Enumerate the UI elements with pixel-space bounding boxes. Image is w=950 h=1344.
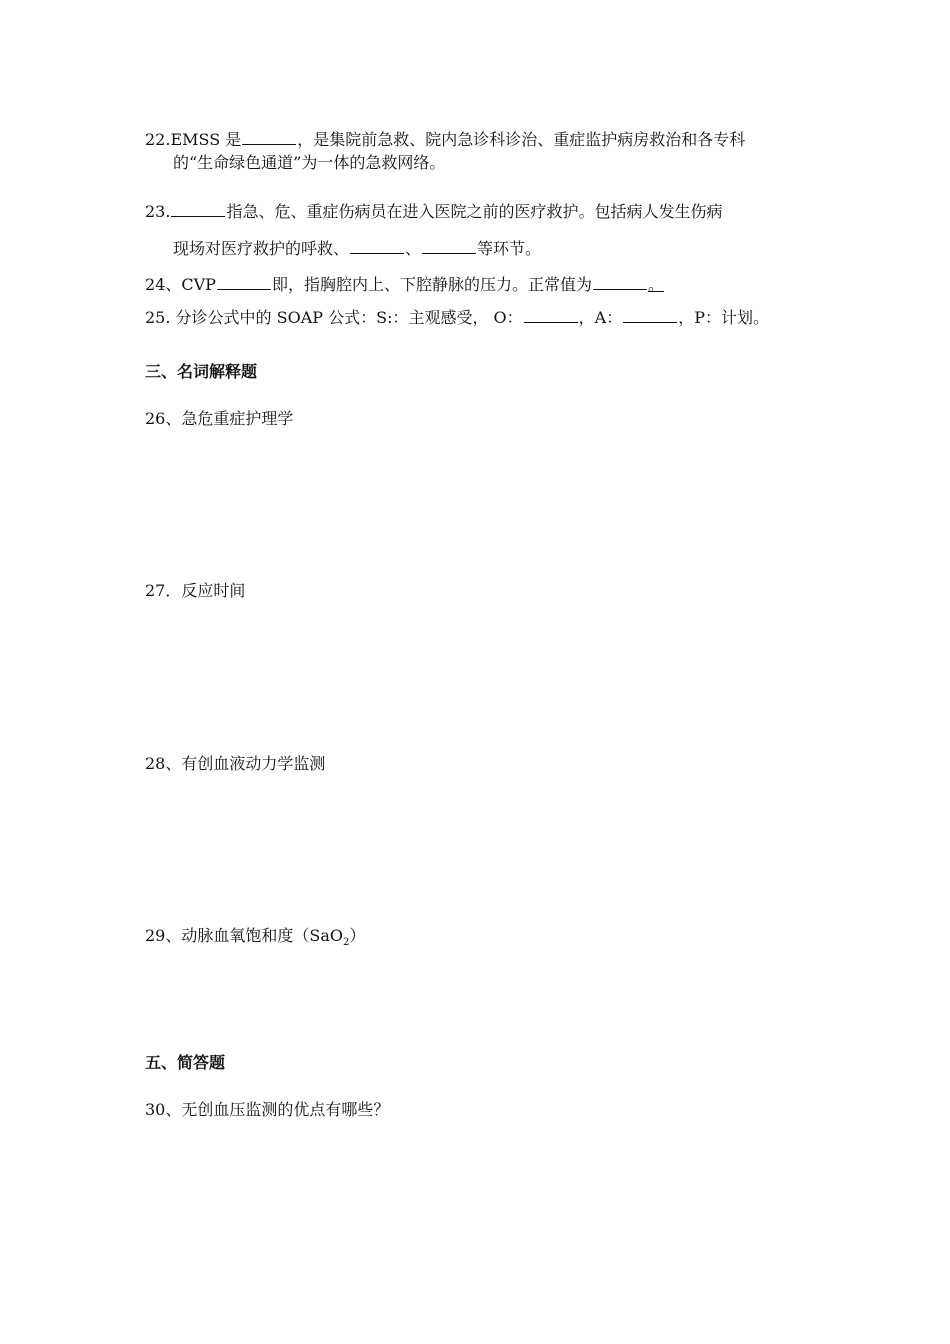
question-24-text-a: 24、CVP (145, 275, 216, 294)
question-25-line (145, 306, 769, 328)
question-27: 27．反应时间 (145, 581, 246, 600)
question-23-line-2 (173, 237, 541, 259)
question-23-text-a: 23. (145, 202, 171, 221)
question-23-text-b: 指急、危、重症伤病员在进入医院之前的医疗救护。包括病人发生伤病 (226, 202, 723, 221)
question-30: 30、无创血压监测的优点有哪些？ (145, 1100, 390, 1119)
question-29-text: 29、动脉血氧饱和度（SaO (145, 926, 343, 945)
question-22-text-c: 的“生命绿色通道”为一体的急救网络。 (173, 153, 446, 172)
question-25-text-b: ，A： (578, 308, 623, 327)
question-23-line-1 (145, 200, 722, 222)
answer-blank (242, 128, 296, 145)
question-25-text-a: 25. 分诊公式中的 SOAP 公式：S:：主观感受， O： (145, 308, 523, 327)
question-22-line-1 (145, 128, 745, 150)
question-29-subscript: 2 (342, 937, 350, 949)
section-definitions-heading: 三、名词解释题 (145, 362, 258, 381)
question-23-text-c: 现场对医疗救护的呼救、 (173, 239, 350, 258)
answer-blank (350, 237, 404, 254)
answer-blank (171, 200, 225, 217)
question-28: 28、有创血液动力学监测 (145, 754, 326, 773)
question-22-text-a: 22.EMSS 是 (145, 130, 242, 149)
question-23-text-d: 、 (405, 239, 422, 258)
section-short-answer-heading: 五、简答题 (145, 1053, 226, 1072)
answer-blank (217, 273, 271, 290)
question-24-line (145, 273, 664, 295)
answer-blank (422, 237, 476, 254)
question-22-line-2 (173, 153, 445, 173)
question-26: 26、急危重症护理学 (145, 409, 294, 428)
question-24-text-c: 。 (647, 275, 664, 294)
question-29 (145, 926, 365, 953)
answer-blank (593, 273, 647, 290)
question-25-text-c: ，P：计划。 (678, 308, 770, 327)
question-23-text-e: 等环节。 (477, 239, 542, 258)
answer-blank (623, 306, 677, 323)
answer-blank (524, 306, 578, 323)
question-29-close: ） (349, 926, 366, 945)
question-22-text-b: ，是集院前急救、院内急诊科诊治、重症监护病房救治和各专科 (297, 130, 746, 149)
question-24-text-b: 即，指胸腔内上、下腔静脉的压力。正常值为 (271, 275, 592, 294)
